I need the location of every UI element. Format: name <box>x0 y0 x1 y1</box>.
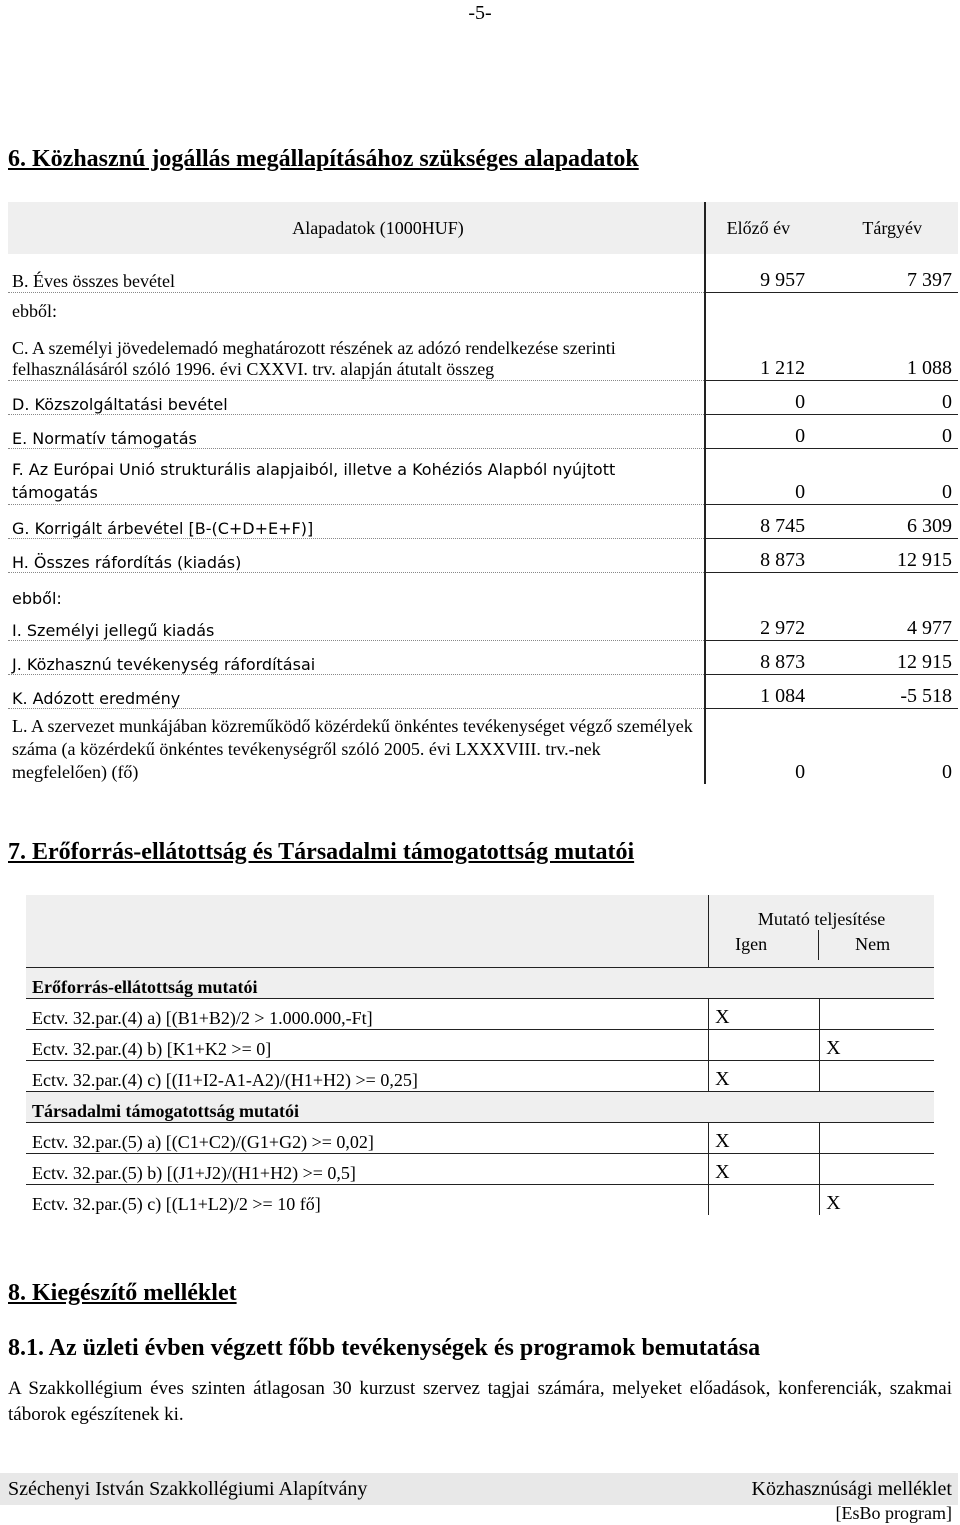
header-prev-year: Előző év <box>705 202 811 254</box>
row-prev <box>705 572 811 608</box>
basic-data-table <box>8 202 958 784</box>
row-prev: 0 <box>705 708 811 784</box>
table-row <box>8 254 958 292</box>
indicator-header-row <box>26 895 934 968</box>
table-row <box>8 504 958 538</box>
row-prev: 0 <box>705 414 811 448</box>
indicator-label: Ectv. 32.par.(5) b) [(J1+J2)/(H1+H2) >= 0,5] <box>26 1154 709 1185</box>
row-curr: 4 977 <box>811 608 958 640</box>
indicator-row <box>26 1030 934 1061</box>
table-row <box>8 292 958 322</box>
row-label: ebből: <box>12 589 62 608</box>
table-row <box>8 322 958 380</box>
section-7-title: 7. Erőforrás-ellátottság és Társadalmi támogatottság mutatói <box>8 839 635 865</box>
row-curr: -5 518 <box>811 674 958 708</box>
indicator-yes: X <box>709 999 820 1030</box>
indicator-row <box>26 1061 934 1092</box>
group-title: Társadalmi támogatottság mutatói <box>26 1092 934 1123</box>
row-prev: 8 873 <box>705 538 811 572</box>
row-prev: 0 <box>705 448 811 504</box>
indicator-no <box>820 1061 934 1092</box>
row-prev: 1 084 <box>705 674 811 708</box>
section-8-title: 8. Kiegészítő melléklet <box>8 1280 237 1306</box>
row-label: L. A szervezet munkájában közreműködő közérdekű önkéntes tevékenységet végző személyek száma (a közérdekű önkéntes tevékenységről szóló 2005. évi LXXXVIII. trv.-nek megfelelően) (fő) <box>12 716 693 782</box>
row-label: J. Közhasznú tevékenység ráfordításai <box>8 640 705 674</box>
group-row <box>26 968 934 999</box>
indicator-label: Ectv. 32.par.(4) b) [K1+K2 >= 0] <box>26 1030 709 1061</box>
row-prev: 1 212 <box>705 322 811 380</box>
row-label: G. Korrigált árbevétel [B-(C+D+E+F)] <box>8 504 705 538</box>
indicator-label: Ectv. 32.par.(5) a) [(C1+C2)/(G1+G2) >= 0,02] <box>26 1123 709 1154</box>
indicator-row <box>26 1185 934 1216</box>
indicator-label: Ectv. 32.par.(5) c) [(L1+L2)/2 >= 10 fő] <box>32 1194 321 1214</box>
group-title: Erőforrás-ellátottság mutatói <box>26 968 934 999</box>
row-prev: 9 957 <box>705 254 811 292</box>
row-curr: 0 <box>811 380 958 414</box>
activities-paragraph: A Szakkollégium éves szinten átlagosan 30 kurzust szervez tagjai számára, melyeket előadások, konferenciák, szakmai táborok egészítenek ki. <box>8 1378 952 1425</box>
header-yes: Igen <box>709 930 819 960</box>
group-row <box>26 1092 934 1123</box>
header-no: Nem <box>855 934 891 954</box>
row-curr: 0 <box>811 414 958 448</box>
indicator-yes <box>709 1030 820 1061</box>
table-row <box>8 640 958 674</box>
indicator-yes <box>709 1185 820 1216</box>
indicator-row <box>26 999 934 1030</box>
indicator-no <box>820 1123 934 1154</box>
row-label: K. Adózott eredmény <box>8 674 705 708</box>
row-label: I. Személyi jellegű kiadás <box>8 608 705 640</box>
row-curr: 1 088 <box>811 322 958 380</box>
footer-organization: Széchenyi István Szakkollégiumi Alapítvány <box>8 1478 368 1500</box>
table-row <box>8 414 958 448</box>
row-label: ebből: <box>12 301 57 321</box>
indicator-yes: X <box>709 1154 820 1185</box>
row-curr: 0 <box>942 761 952 783</box>
table-row <box>8 538 958 572</box>
row-prev: 0 <box>705 380 811 414</box>
row-label: E. Normatív támogatás <box>8 414 705 448</box>
indicator-yes: X <box>709 1123 820 1154</box>
page-number: -5- <box>468 2 492 24</box>
row-label: H. Összes ráfordítás (kiadás) <box>8 538 705 572</box>
table-row <box>8 448 958 504</box>
row-curr <box>811 292 958 322</box>
indicator-row <box>26 1154 934 1185</box>
row-curr: 12 915 <box>811 538 958 572</box>
row-label: B. Éves összes bevétel <box>8 254 705 292</box>
indicator-table <box>26 895 934 1215</box>
header-current-year: Tárgyév <box>811 202 958 254</box>
table-row <box>8 608 958 640</box>
section-8-1-title: 8.1. Az üzleti évben végzett főbb tevékenységek és programok bemutatása <box>8 1335 761 1361</box>
indicator-no <box>820 1154 934 1185</box>
table-header-row <box>8 202 958 254</box>
indicator-label: Ectv. 32.par.(4) a) [(B1+B2)/2 > 1.000.000,-Ft] <box>26 999 709 1030</box>
indicator-label: Ectv. 32.par.(4) c) [(I1+I2-A1-A2)/(H1+H2) >= 0,25] <box>26 1061 709 1092</box>
row-curr: 7 397 <box>811 254 958 292</box>
row-curr: 0 <box>811 448 958 504</box>
table-row <box>8 674 958 708</box>
row-label: F. Az Európai Unió strukturális alapjaiból, illetve a Kohéziós Alapból nyújtott támogatás <box>8 448 705 504</box>
footer-document-type: Közhasznúsági melléklet <box>751 1478 952 1500</box>
footer-program: [EsBo program] <box>835 1503 952 1523</box>
row-curr <box>811 572 958 608</box>
header-blank <box>26 895 709 968</box>
indicator-row <box>26 1123 934 1154</box>
table-row <box>8 708 958 784</box>
indicator-no: X <box>820 1030 934 1061</box>
table-row <box>8 572 958 608</box>
indicator-no <box>820 999 934 1030</box>
section-6-title: 6. Közhasznú jogállás megállapításához szükséges alapadatok <box>8 146 639 172</box>
table-row <box>8 380 958 414</box>
row-label: D. Közszolgáltatási bevétel <box>8 380 705 414</box>
row-label: C. A személyi jövedelemadó meghatározott részének az adózó rendelkezése szerinti felhasználásáról szóló 1996. évi CXXVI. trv. alapján átutalt összeg <box>8 322 705 380</box>
row-prev: 2 972 <box>705 608 811 640</box>
row-curr: 6 309 <box>811 504 958 538</box>
header-title: Mutató teljesítése <box>757 909 886 929</box>
indicator-yes: X <box>709 1061 820 1092</box>
row-curr: 12 915 <box>811 640 958 674</box>
page-footer <box>0 1473 958 1505</box>
indicator-no: X <box>820 1185 934 1216</box>
row-prev: 8 745 <box>705 504 811 538</box>
row-prev: 8 873 <box>705 640 811 674</box>
header-label: Alapadatok (1000HUF) <box>8 202 705 254</box>
row-prev <box>705 292 811 322</box>
